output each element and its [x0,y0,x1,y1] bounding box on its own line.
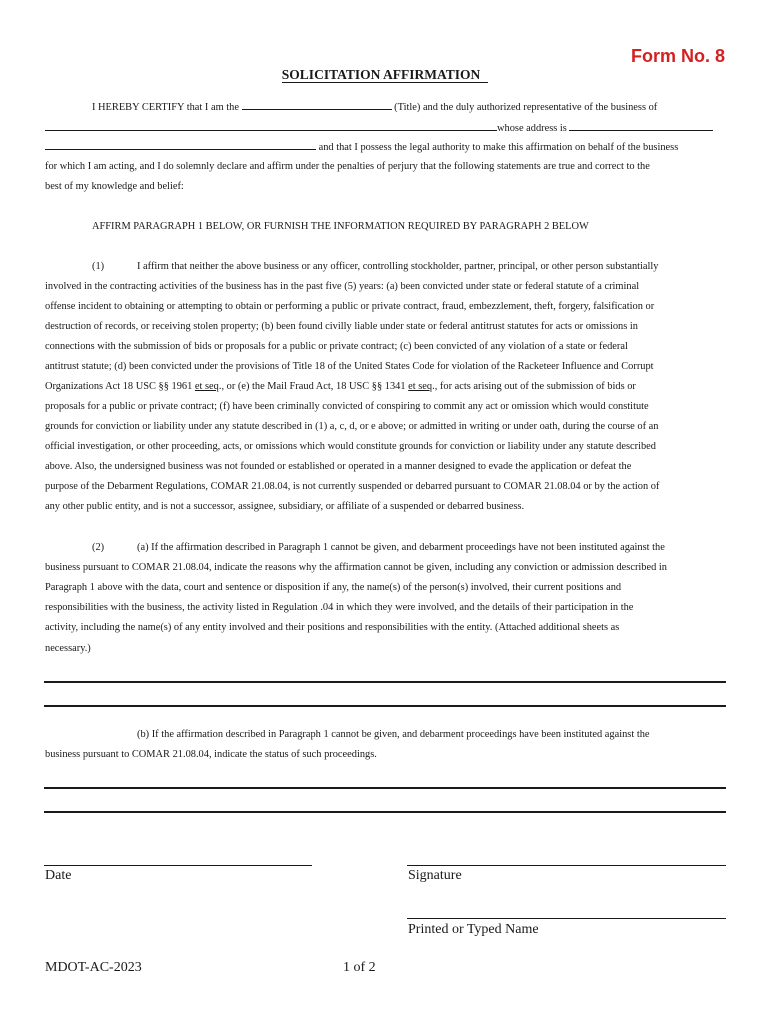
intro-line-3 [45,139,678,154]
response-line-2a-2[interactable] [44,705,726,707]
form-code: MDOT-AC-2023 [45,960,142,975]
para1-line: above. Also, the undersigned business was not founded or established or operated in a manner designed to evade the application or defeat the [45,461,632,472]
para1-line: grounds for conviction or liability under any statute described in (1) a, c, d, or e above; or admitted in writing or under oath, during the course of an [45,421,659,432]
et-seq-2: et seq [408,381,433,392]
title-field[interactable] [242,99,392,110]
para1-line: any other public entity, and is not a successor, assignee, subsidiary, or affiliate of a suspended or debarred business. [45,501,525,512]
para2-number: (2) [92,542,105,553]
intro-line-2 [45,120,713,135]
intro-part-1: I HEREBY CERTIFY that I am the [92,102,239,113]
page-title [0,67,770,83]
para1-line: involved in the contracting activities of the business has in the past five (5) years: (a) been convicted under state or federal statute of a criminal [45,281,640,292]
date-label: Date [45,868,72,883]
para1-first-line: I affirm that neither the above business or any officer, controlling stockholder, partner, principal, or other person substantially [137,261,659,272]
intro-line-1 [92,99,657,114]
date-line[interactable] [44,865,312,866]
para2-line: responsibilities with the business, the activity listed in Regulation .04 in which they were involved, and the details of their participation in the [45,602,634,613]
para1-line: antitrust statute; (d) been convicted under the provisions of Title 18 of the United States Code for violation of the Racketeer Influence and Corrupt [45,361,654,372]
para2-line: Paragraph 1 above with the data, court and sentence or disposition if any, the name(s) of the person(s) involved, their current positions and [45,582,622,593]
response-line-2a-1[interactable] [44,681,726,683]
response-line-2b-1[interactable] [44,787,726,789]
para2-line: business pursuant to COMAR 21.08.04, indicate the reasons why the affirmation cannot be given, including any conviction or admission described in [45,562,667,573]
intro-part-4: and that I possess the legal authority to make this affirmation on behalf of the business [318,142,679,153]
et-seq-1: et seq [194,381,219,392]
response-line-2b-2[interactable] [44,811,726,813]
para2-first-line: (a) If the affirmation described in Paragraph 1 cannot be given, and debarment proceedings have not been instituted against the [137,542,665,553]
para2b-line: business pursuant to COMAR 21.08.04, indicate the status of such proceedings. [45,749,377,760]
intro-line-5: best of my knowledge and belief: [45,181,184,192]
printed-name-line[interactable] [407,918,726,919]
para2-line: activity, including the name(s) of any entity involved and their positions and responsibilities with the entity. (Attached additional sheets as [45,622,620,633]
para1-line: proposals for a public or private contract; (f) have been criminally convicted of conspiring to commit any act or omission which would constitute [45,401,649,412]
business-name-field[interactable] [45,120,497,131]
para1-line: Organizations Act 18 USC §§ 1961 et seq., or (e) the Mail Fraud Act, 18 USC §§ 1341 et seq., for acts arising out of the submission of bids or [45,381,636,392]
intro-part-2: (Title) and the duly authorized representative of the business of [394,102,658,113]
para1-line: destruction of records, or receiving stolen property; (b) been found civilly liable under state or federal antitrust statutes for acts or omissions in [45,321,638,332]
signature-line[interactable] [407,865,726,866]
para1-line: official investigation, or other proceeding, acts, or omissions which would constitute grounds for conviction or liability under any statute described [45,441,656,452]
para2-line: necessary.) [45,643,91,654]
para1-line: purpose of the Debarment Regulations, COMAR 21.08.04, is not currently suspended or debarred pursuant to COMAR 21.08.04 or by the action of [45,481,660,492]
title-text: SOLICITATION AFFIRMATION [282,67,488,83]
page-number: 1 of 2 [343,960,376,975]
para1-line: connections with the submission of bids or proposals for a public or private contract; (c) been convicted of any violation of a state or federal [45,341,628,352]
instruction: AFFIRM PARAGRAPH 1 BELOW, OR FURNISH THE INFORMATION REQUIRED BY PARAGRAPH 2 BELOW [92,221,589,232]
para1-number: (1) [92,261,105,272]
address-field-2[interactable] [45,139,316,150]
address-field-1[interactable] [569,120,713,131]
signature-label: Signature [408,868,462,883]
printed-name-label: Printed or Typed Name [408,922,539,937]
para1-line: offense incident to obtaining or attempting to obtain or performing a public or private contract, fraud, embezzlement, theft, forgery, falsification or [45,301,655,312]
para2b-first-line: (b) If the affirmation described in Paragraph 1 cannot be given, and debarment proceedings have been instituted against the [137,729,650,740]
form-number: Form No. 8 [630,46,725,66]
intro-part-3: whose address is [497,123,567,134]
intro-line-4: for which I am acting, and I do solemnly declare and affirm under the penalties of perjury that the following statements are true and correct to the [45,161,650,172]
